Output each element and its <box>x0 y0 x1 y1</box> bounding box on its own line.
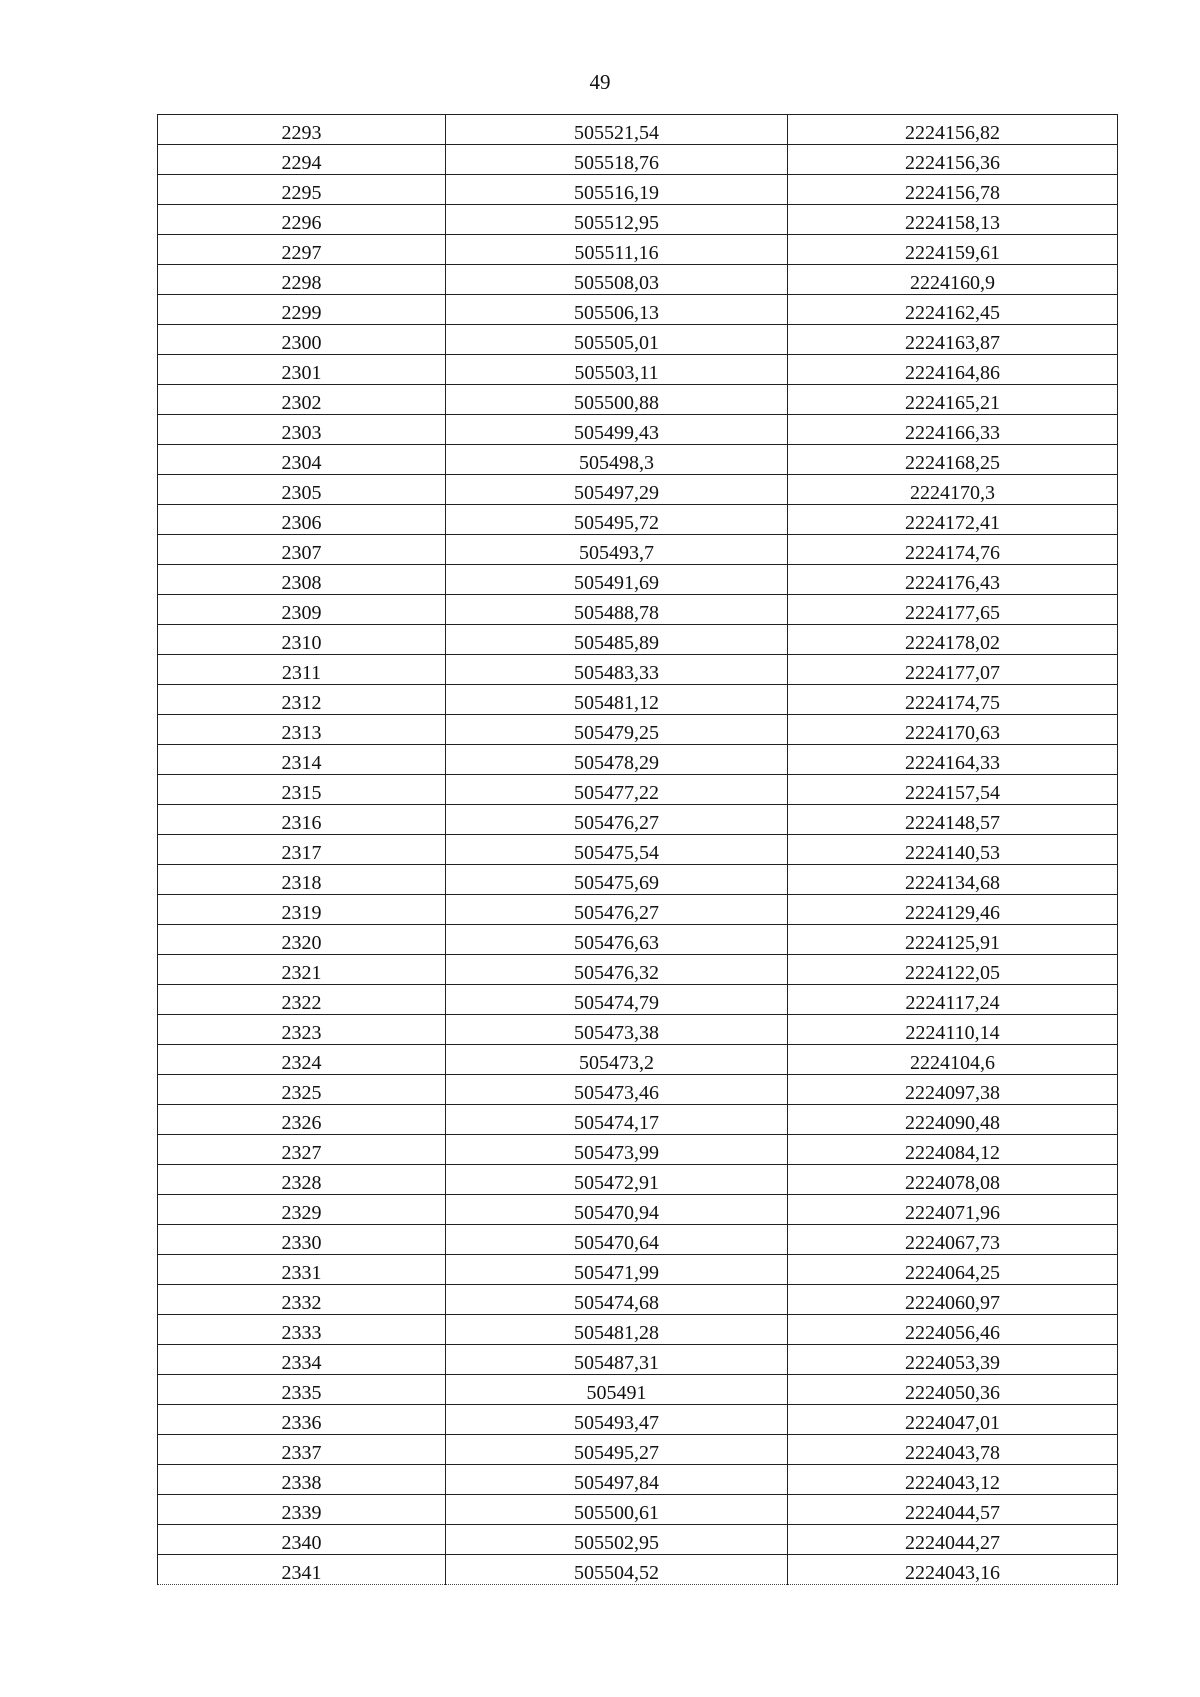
point-number-cell: 2327 <box>158 1135 446 1165</box>
coordinates-table <box>157 114 1118 1585</box>
point-number-cell: 2293 <box>158 115 446 145</box>
y-coordinate-cell: 2224056,46 <box>788 1315 1118 1345</box>
point-number-cell: 2315 <box>158 775 446 805</box>
point-number-cell: 2295 <box>158 175 446 205</box>
y-coordinate-cell: 2224078,08 <box>788 1165 1118 1195</box>
y-coordinate-cell: 2224044,27 <box>788 1525 1118 1555</box>
table-row <box>158 385 1118 415</box>
y-coordinate-cell: 2224067,73 <box>788 1225 1118 1255</box>
point-number-cell: 2298 <box>158 265 446 295</box>
table-row <box>158 925 1118 955</box>
table-row <box>158 1195 1118 1225</box>
point-number-cell: 2294 <box>158 145 446 175</box>
y-coordinate-cell: 2224122,05 <box>788 955 1118 985</box>
table-row <box>158 655 1118 685</box>
table-row <box>158 1015 1118 1045</box>
point-number-cell: 2329 <box>158 1195 446 1225</box>
y-coordinate-cell: 2224104,6 <box>788 1045 1118 1075</box>
point-number-cell: 2308 <box>158 565 446 595</box>
table-row <box>158 415 1118 445</box>
table-row <box>158 1045 1118 1075</box>
table-row <box>158 1345 1118 1375</box>
point-number-cell: 2299 <box>158 295 446 325</box>
y-coordinate-cell: 2224164,86 <box>788 355 1118 385</box>
table-row <box>158 775 1118 805</box>
point-number-cell: 2300 <box>158 325 446 355</box>
x-coordinate-cell: 505487,31 <box>446 1345 788 1375</box>
x-coordinate-cell: 505521,54 <box>446 115 788 145</box>
x-coordinate-cell: 505518,76 <box>446 145 788 175</box>
x-coordinate-cell: 505488,78 <box>446 595 788 625</box>
point-number-cell: 2296 <box>158 205 446 235</box>
table-row <box>158 1465 1118 1495</box>
point-number-cell: 2338 <box>158 1465 446 1495</box>
y-coordinate-cell: 2224157,54 <box>788 775 1118 805</box>
x-coordinate-cell: 505470,64 <box>446 1225 788 1255</box>
y-coordinate-cell: 2224156,36 <box>788 145 1118 175</box>
point-number-cell: 2311 <box>158 655 446 685</box>
x-coordinate-cell: 505491,69 <box>446 565 788 595</box>
y-coordinate-cell: 2224044,57 <box>788 1495 1118 1525</box>
table-row <box>158 445 1118 475</box>
y-coordinate-cell: 2224148,57 <box>788 805 1118 835</box>
y-coordinate-cell: 2224176,43 <box>788 565 1118 595</box>
x-coordinate-cell: 505475,54 <box>446 835 788 865</box>
table-row <box>158 1165 1118 1195</box>
y-coordinate-cell: 2224170,63 <box>788 715 1118 745</box>
point-number-cell: 2335 <box>158 1375 446 1405</box>
point-number-cell: 2330 <box>158 1225 446 1255</box>
x-coordinate-cell: 505512,95 <box>446 205 788 235</box>
point-number-cell: 2337 <box>158 1435 446 1465</box>
coordinates-table-body <box>158 115 1118 1585</box>
x-coordinate-cell: 505511,16 <box>446 235 788 265</box>
table-row <box>158 205 1118 235</box>
x-coordinate-cell: 505476,63 <box>446 925 788 955</box>
table-row <box>158 1135 1118 1165</box>
x-coordinate-cell: 505508,03 <box>446 265 788 295</box>
point-number-cell: 2302 <box>158 385 446 415</box>
table-row <box>158 505 1118 535</box>
y-coordinate-cell: 2224050,36 <box>788 1375 1118 1405</box>
y-coordinate-cell: 2224043,16 <box>788 1555 1118 1585</box>
table-row <box>158 1315 1118 1345</box>
point-number-cell: 2305 <box>158 475 446 505</box>
y-coordinate-cell: 2224071,96 <box>788 1195 1118 1225</box>
x-coordinate-cell: 505473,46 <box>446 1075 788 1105</box>
point-number-cell: 2334 <box>158 1345 446 1375</box>
table-row <box>158 475 1118 505</box>
table-row <box>158 1525 1118 1555</box>
x-coordinate-cell: 505481,28 <box>446 1315 788 1345</box>
y-coordinate-cell: 2224177,65 <box>788 595 1118 625</box>
table-row <box>158 1075 1118 1105</box>
x-coordinate-cell: 505499,43 <box>446 415 788 445</box>
y-coordinate-cell: 2224134,68 <box>788 865 1118 895</box>
table-row <box>158 265 1118 295</box>
table-row <box>158 1555 1118 1585</box>
point-number-cell: 2317 <box>158 835 446 865</box>
x-coordinate-cell: 505470,94 <box>446 1195 788 1225</box>
table-row <box>158 595 1118 625</box>
point-number-cell: 2324 <box>158 1045 446 1075</box>
y-coordinate-cell: 2224170,3 <box>788 475 1118 505</box>
table-row <box>158 145 1118 175</box>
x-coordinate-cell: 505497,84 <box>446 1465 788 1495</box>
point-number-cell: 2340 <box>158 1525 446 1555</box>
point-number-cell: 2316 <box>158 805 446 835</box>
point-number-cell: 2322 <box>158 985 446 1015</box>
table-row <box>158 1255 1118 1285</box>
x-coordinate-cell: 505474,17 <box>446 1105 788 1135</box>
x-coordinate-cell: 505473,2 <box>446 1045 788 1075</box>
y-coordinate-cell: 2224043,12 <box>788 1465 1118 1495</box>
table-row <box>158 355 1118 385</box>
point-number-cell: 2326 <box>158 1105 446 1135</box>
x-coordinate-cell: 505474,68 <box>446 1285 788 1315</box>
y-coordinate-cell: 2224125,91 <box>788 925 1118 955</box>
y-coordinate-cell: 2224166,33 <box>788 415 1118 445</box>
point-number-cell: 2332 <box>158 1285 446 1315</box>
table-row <box>158 1495 1118 1525</box>
table-row <box>158 625 1118 655</box>
table-row <box>158 535 1118 565</box>
x-coordinate-cell: 505497,29 <box>446 475 788 505</box>
point-number-cell: 2320 <box>158 925 446 955</box>
x-coordinate-cell: 505483,33 <box>446 655 788 685</box>
table-row <box>158 1105 1118 1135</box>
point-number-cell: 2306 <box>158 505 446 535</box>
x-coordinate-cell: 505495,27 <box>446 1435 788 1465</box>
y-coordinate-cell: 2224160,9 <box>788 265 1118 295</box>
y-coordinate-cell: 2224117,24 <box>788 985 1118 1015</box>
y-coordinate-cell: 2224060,97 <box>788 1285 1118 1315</box>
x-coordinate-cell: 505498,3 <box>446 445 788 475</box>
table-row <box>158 565 1118 595</box>
y-coordinate-cell: 2224047,01 <box>788 1405 1118 1435</box>
table-row <box>158 235 1118 265</box>
y-coordinate-cell: 2224084,12 <box>788 1135 1118 1165</box>
y-coordinate-cell: 2224064,25 <box>788 1255 1118 1285</box>
y-coordinate-cell: 2224165,21 <box>788 385 1118 415</box>
point-number-cell: 2309 <box>158 595 446 625</box>
point-number-cell: 2304 <box>158 445 446 475</box>
y-coordinate-cell: 2224163,87 <box>788 325 1118 355</box>
table-row <box>158 1435 1118 1465</box>
x-coordinate-cell: 505491 <box>446 1375 788 1405</box>
x-coordinate-cell: 505478,29 <box>446 745 788 775</box>
x-coordinate-cell: 505493,47 <box>446 1405 788 1435</box>
x-coordinate-cell: 505472,91 <box>446 1165 788 1195</box>
table-row <box>158 1225 1118 1255</box>
y-coordinate-cell: 2224140,53 <box>788 835 1118 865</box>
y-coordinate-cell: 2224097,38 <box>788 1075 1118 1105</box>
point-number-cell: 2341 <box>158 1555 446 1585</box>
table-row <box>158 745 1118 775</box>
y-coordinate-cell: 2224159,61 <box>788 235 1118 265</box>
x-coordinate-cell: 505485,89 <box>446 625 788 655</box>
point-number-cell: 2297 <box>158 235 446 265</box>
x-coordinate-cell: 505471,99 <box>446 1255 788 1285</box>
table-row <box>158 1285 1118 1315</box>
y-coordinate-cell: 2224177,07 <box>788 655 1118 685</box>
table-row <box>158 715 1118 745</box>
y-coordinate-cell: 2224174,76 <box>788 535 1118 565</box>
x-coordinate-cell: 505505,01 <box>446 325 788 355</box>
x-coordinate-cell: 505500,61 <box>446 1495 788 1525</box>
point-number-cell: 2314 <box>158 745 446 775</box>
x-coordinate-cell: 505481,12 <box>446 685 788 715</box>
table-row <box>158 895 1118 925</box>
point-number-cell: 2303 <box>158 415 446 445</box>
x-coordinate-cell: 505476,32 <box>446 955 788 985</box>
y-coordinate-cell: 2224168,25 <box>788 445 1118 475</box>
table-row <box>158 325 1118 355</box>
point-number-cell: 2318 <box>158 865 446 895</box>
y-coordinate-cell: 2224172,41 <box>788 505 1118 535</box>
point-number-cell: 2325 <box>158 1075 446 1105</box>
x-coordinate-cell: 505495,72 <box>446 505 788 535</box>
x-coordinate-cell: 505479,25 <box>446 715 788 745</box>
point-number-cell: 2336 <box>158 1405 446 1435</box>
table-row <box>158 1375 1118 1405</box>
table-row <box>158 835 1118 865</box>
point-number-cell: 2313 <box>158 715 446 745</box>
x-coordinate-cell: 505502,95 <box>446 1525 788 1555</box>
x-coordinate-cell: 505476,27 <box>446 895 788 925</box>
table-row <box>158 115 1118 145</box>
table-row <box>158 295 1118 325</box>
y-coordinate-cell: 2224174,75 <box>788 685 1118 715</box>
x-coordinate-cell: 505474,79 <box>446 985 788 1015</box>
point-number-cell: 2301 <box>158 355 446 385</box>
point-number-cell: 2333 <box>158 1315 446 1345</box>
y-coordinate-cell: 2224090,48 <box>788 1105 1118 1135</box>
table-row <box>158 955 1118 985</box>
y-coordinate-cell: 2224178,02 <box>788 625 1118 655</box>
point-number-cell: 2328 <box>158 1165 446 1195</box>
y-coordinate-cell: 2224158,13 <box>788 205 1118 235</box>
x-coordinate-cell: 505473,99 <box>446 1135 788 1165</box>
x-coordinate-cell: 505503,11 <box>446 355 788 385</box>
point-number-cell: 2323 <box>158 1015 446 1045</box>
point-number-cell: 2312 <box>158 685 446 715</box>
y-coordinate-cell: 2224156,78 <box>788 175 1118 205</box>
page-number: 49 <box>589 70 611 94</box>
x-coordinate-cell: 505476,27 <box>446 805 788 835</box>
point-number-cell: 2321 <box>158 955 446 985</box>
table-row <box>158 865 1118 895</box>
table-row <box>158 685 1118 715</box>
table-row <box>158 1405 1118 1435</box>
x-coordinate-cell: 505516,19 <box>446 175 788 205</box>
y-coordinate-cell: 2224053,39 <box>788 1345 1118 1375</box>
y-coordinate-cell: 2224110,14 <box>788 1015 1118 1045</box>
table-row <box>158 175 1118 205</box>
x-coordinate-cell: 505504,52 <box>446 1555 788 1585</box>
table-row <box>158 805 1118 835</box>
x-coordinate-cell: 505493,7 <box>446 535 788 565</box>
y-coordinate-cell: 2224156,82 <box>788 115 1118 145</box>
point-number-cell: 2331 <box>158 1255 446 1285</box>
y-coordinate-cell: 2224043,78 <box>788 1435 1118 1465</box>
point-number-cell: 2307 <box>158 535 446 565</box>
point-number-cell: 2310 <box>158 625 446 655</box>
table-row <box>158 985 1118 1015</box>
y-coordinate-cell: 2224162,45 <box>788 295 1118 325</box>
x-coordinate-cell: 505506,13 <box>446 295 788 325</box>
y-coordinate-cell: 2224164,33 <box>788 745 1118 775</box>
x-coordinate-cell: 505473,38 <box>446 1015 788 1045</box>
x-coordinate-cell: 505477,22 <box>446 775 788 805</box>
x-coordinate-cell: 505475,69 <box>446 865 788 895</box>
point-number-cell: 2319 <box>158 895 446 925</box>
x-coordinate-cell: 505500,88 <box>446 385 788 415</box>
y-coordinate-cell: 2224129,46 <box>788 895 1118 925</box>
point-number-cell: 2339 <box>158 1495 446 1525</box>
